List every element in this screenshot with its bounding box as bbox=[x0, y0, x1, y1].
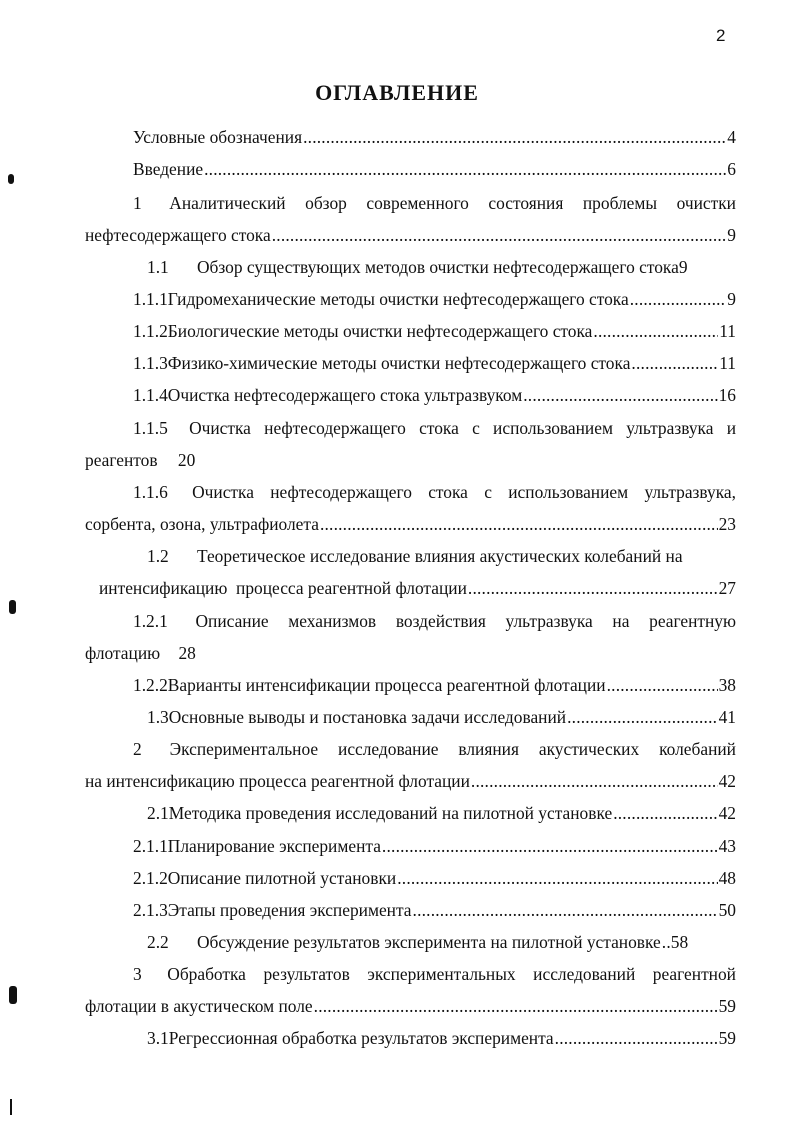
toc-entry-1-1-4[interactable] bbox=[133, 384, 736, 406]
toc-entry-3-1[interactable] bbox=[147, 1027, 736, 1049]
leader-dots bbox=[631, 352, 718, 374]
leader-dots bbox=[593, 320, 718, 342]
toc-entry-1-1-5-line2[interactable] bbox=[85, 449, 195, 471]
toc-entry-1-2-1-line2[interactable] bbox=[85, 642, 196, 664]
toc-entry-number: 1.1.5 bbox=[133, 418, 168, 438]
toc-entry-text: Описание пилотной установки bbox=[167, 868, 397, 888]
toc-entry-page: 48 bbox=[718, 868, 736, 888]
toc-entry-2-1-3[interactable] bbox=[133, 899, 736, 921]
scan-speck bbox=[9, 986, 17, 1004]
toc-entry-number: 1.2.1 bbox=[133, 611, 168, 631]
toc-entry-page: 23 bbox=[718, 514, 736, 534]
toc-entry-text: Планирование эксперимента bbox=[167, 836, 381, 856]
toc-entry-number: 1.1.3 bbox=[133, 353, 168, 373]
toc-entry-1-3[interactable] bbox=[147, 706, 736, 728]
toc-entry-text: интенсификацию процесса реагентной флотации bbox=[99, 578, 467, 598]
toc-entry-number: 2.1.3 bbox=[133, 900, 168, 920]
toc-entry-page: 43 bbox=[718, 836, 736, 856]
leader-dots bbox=[613, 802, 717, 824]
leader-dots bbox=[204, 158, 726, 180]
toc-entry-text: Очистка нефтесодержащего стока с использованием ультразвука и bbox=[189, 418, 736, 438]
leader-dots bbox=[471, 770, 718, 792]
toc-entry-text: Обсуждение результатов эксперимента на пилотной установке bbox=[197, 932, 661, 952]
toc-entry-number: 1.2 bbox=[147, 546, 169, 566]
toc-entry-number: 2.1.2 bbox=[133, 868, 168, 888]
toc-entry-1-1-1[interactable] bbox=[133, 288, 736, 310]
toc-entry-1-1-5-line1[interactable] bbox=[133, 417, 736, 439]
toc-entry-page: 9 bbox=[727, 289, 736, 309]
toc-entry-chapter-1-line2[interactable] bbox=[85, 224, 736, 246]
toc-entry-text: Обработка результатов экспериментальных исследований реагентной bbox=[167, 964, 736, 984]
toc-entry-1-2-line1[interactable] bbox=[147, 545, 736, 567]
toc-entry-text: Основные выводы и постановка задачи исследований bbox=[168, 707, 567, 727]
leader-dots bbox=[468, 577, 718, 599]
leader-dots bbox=[397, 867, 717, 889]
toc-entry-2-2[interactable] bbox=[147, 931, 736, 953]
toc-entry-1-1[interactable] bbox=[147, 256, 736, 278]
toc-entry-page: 27 bbox=[718, 578, 736, 598]
leader-dots bbox=[607, 674, 718, 696]
toc-entry-page: 42 bbox=[718, 771, 736, 791]
leader-dots bbox=[630, 288, 727, 310]
toc-entry-page: 41 bbox=[718, 707, 736, 727]
toc-entry-number: 1.1.4 bbox=[133, 385, 168, 405]
toc-entry-chapter-2-line1[interactable] bbox=[133, 738, 736, 760]
toc-entry-introduction[interactable] bbox=[133, 158, 736, 180]
toc-entry-page: 42 bbox=[718, 803, 736, 823]
leader-dots bbox=[662, 931, 670, 953]
toc-entry-page: 6 bbox=[727, 159, 736, 179]
toc-entry-1-1-2[interactable] bbox=[133, 320, 736, 342]
toc-entry-text: Очистка нефтесодержащего стока ультразвуком bbox=[167, 385, 523, 405]
toc-entry-page: 50 bbox=[718, 900, 736, 920]
toc-entry-page: 59 bbox=[718, 996, 736, 1016]
toc-entry-number: 3 bbox=[133, 964, 142, 984]
toc-entry-page: 38 bbox=[718, 675, 736, 695]
toc-entry-2-1-2[interactable] bbox=[133, 867, 736, 889]
toc-entry-text: Этапы проведения эксперимента bbox=[167, 900, 412, 920]
toc-entry-number: 2.1 bbox=[147, 803, 169, 823]
leader-dots bbox=[555, 1027, 718, 1049]
toc-entry-number: 3.1 bbox=[147, 1028, 169, 1048]
toc-entry-text: Очистка нефтесодержащего стока с использованием ультразвука, bbox=[192, 482, 736, 502]
toc-entry-chapter-2-line2[interactable] bbox=[85, 770, 736, 792]
toc-entry-page: 9 bbox=[727, 225, 736, 245]
toc-entry-number: 1.2.2 bbox=[133, 675, 168, 695]
toc-entry-number: 2 bbox=[133, 739, 142, 759]
toc-entry-text: Введение bbox=[133, 159, 204, 179]
toc-entry-chapter-3-line1[interactable] bbox=[133, 963, 736, 985]
toc-entry-text: Регрессионная обработка результатов эксперимента bbox=[168, 1028, 554, 1048]
toc-entry-number: 1.1 bbox=[147, 257, 169, 277]
toc-entry-text: Условные обозначения bbox=[133, 127, 303, 147]
toc-entry-chapter-3-line2[interactable] bbox=[85, 995, 736, 1017]
leader-dots bbox=[314, 995, 718, 1017]
toc-entry-1-1-3[interactable] bbox=[133, 352, 736, 374]
leader-dots bbox=[303, 126, 726, 148]
leader-dots bbox=[523, 384, 717, 406]
scan-speck bbox=[8, 174, 14, 184]
leader-dots bbox=[413, 899, 718, 921]
toc-entry-text: сорбента, озона, ультрафиолета bbox=[85, 514, 319, 534]
leader-dots bbox=[320, 513, 718, 535]
toc-entry-text: Аналитический обзор современного состояния проблемы очистки bbox=[169, 193, 736, 213]
toc-entry-page: 4 bbox=[727, 127, 736, 147]
toc-entry-1-2-line2[interactable] bbox=[99, 577, 736, 599]
toc-entry-number: 2.2 bbox=[147, 932, 169, 952]
toc-entry-page: 20 bbox=[177, 450, 196, 470]
toc-entry-page: 9 bbox=[678, 257, 688, 277]
scan-speck bbox=[10, 1099, 12, 1115]
toc-entry-text: реагентов bbox=[85, 450, 158, 470]
toc-entry-1-2-2[interactable] bbox=[133, 674, 736, 696]
toc-entry-symbols[interactable] bbox=[133, 126, 736, 148]
toc-entry-text: Описание механизмов воздействия ультразвука на реагентную bbox=[195, 611, 736, 631]
toc-entry-text: Варианты интенсификации процесса реагентной флотации bbox=[167, 675, 606, 695]
leader-dots bbox=[382, 835, 718, 857]
toc-entry-text: Теоретическое исследование влияния акустических колебаний на bbox=[197, 546, 683, 566]
toc-entry-1-1-6-line1[interactable] bbox=[133, 481, 736, 503]
toc-entry-number: 1.1.2 bbox=[133, 321, 168, 341]
toc-entry-text: флотации в акустическом поле bbox=[85, 996, 313, 1016]
toc-entry-2-1[interactable] bbox=[147, 802, 736, 824]
toc-entry-page: 58 bbox=[670, 932, 689, 952]
toc-entry-text: Экспериментальное исследование влияния акустических колебаний bbox=[169, 739, 736, 759]
toc-entry-text: флотацию bbox=[85, 643, 161, 663]
toc-entry-text: Физико-химические методы очистки нефтесодержащего стока bbox=[167, 353, 631, 373]
leader-dots bbox=[272, 224, 727, 246]
toc-entry-chapter-1-line1[interactable] bbox=[133, 192, 736, 214]
toc-entry-page: 59 bbox=[718, 1028, 736, 1048]
toc-entry-1-1-6-line2[interactable] bbox=[85, 513, 736, 535]
toc-entry-page: 11 bbox=[719, 321, 736, 341]
leader-dots bbox=[567, 706, 718, 728]
toc-entry-number: 1 bbox=[133, 193, 142, 213]
toc-entry-number: 1.1.1 bbox=[133, 289, 168, 309]
page-number: 2 bbox=[716, 26, 726, 45]
toc-entry-text: Гидромеханические методы очистки нефтесодержащего стока bbox=[167, 289, 629, 309]
page-title: ОГЛАВЛЕНИЕ bbox=[315, 80, 479, 105]
toc-entry-page: 28 bbox=[178, 643, 196, 663]
toc-entry-text: на интенсификацию процесса реагентной флотации bbox=[85, 771, 470, 791]
toc-entry-text: Биологические методы очистки нефтесодержащего стока bbox=[167, 321, 593, 341]
scan-speck bbox=[9, 600, 16, 614]
toc-entry-1-2-1-line1[interactable] bbox=[133, 610, 736, 632]
toc-entry-number: 2.1.1 bbox=[133, 836, 168, 856]
toc-entry-text: нефтесодержащего стока bbox=[85, 225, 271, 245]
toc-entry-number: 1.1.6 bbox=[133, 482, 168, 502]
toc-entry-text: Методика проведения исследований на пилотной установке bbox=[168, 803, 613, 823]
toc-entry-page: 16 bbox=[718, 385, 736, 405]
toc-entry-page: 11 bbox=[719, 353, 736, 373]
toc-entry-number: 1.3 bbox=[147, 707, 169, 727]
toc-entry-2-1-1[interactable] bbox=[133, 835, 736, 857]
toc-entry-text: Обзор существующих методов очистки нефтесодержащего стока bbox=[197, 257, 679, 277]
